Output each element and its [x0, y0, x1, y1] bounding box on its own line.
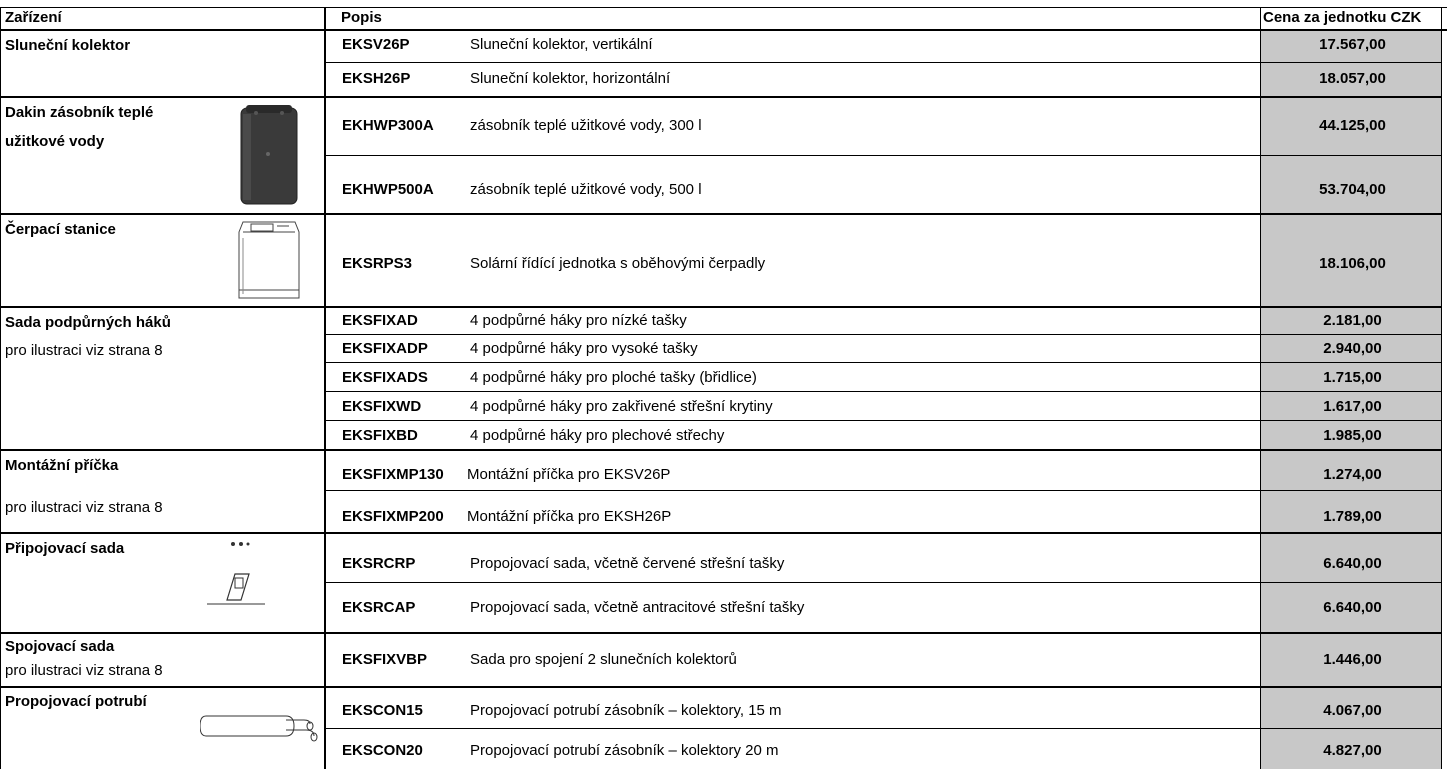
header-description: Popis — [341, 9, 382, 26]
category-tank-line1: Dakin zásobník teplé — [5, 104, 154, 121]
product-code: EKSFIXWD — [342, 398, 422, 415]
product-description: Propojovací potrubí zásobník – kolektory 20 m — [470, 742, 779, 759]
category-pump-station: Čerpací stanice — [5, 221, 116, 238]
product-code: EKSRCAP — [342, 599, 416, 616]
product-code: EKSFIXAD — [342, 312, 418, 329]
category-joint-kit-note: pro ilustraci viz strana 8 — [5, 662, 163, 679]
product-code: EKHWP300A — [342, 117, 434, 134]
category-tank-line2: užitkové vody — [5, 133, 105, 150]
row-divider — [326, 62, 1442, 63]
product-description: Propojovací sada, včetně červené střešní tašky — [470, 555, 785, 572]
row-divider — [326, 728, 1442, 729]
category-mounting-bar: Montážní příčka — [5, 457, 119, 474]
row-divider — [326, 362, 1442, 363]
product-description: zásobník teplé užitkové vody, 500 l — [470, 181, 702, 198]
row-divider — [326, 420, 1442, 421]
section-divider — [0, 306, 1442, 308]
row-divider — [326, 334, 1442, 335]
column-divider-1 — [324, 7, 326, 769]
left-border — [0, 7, 1, 769]
header-device: Zařízení — [5, 9, 62, 26]
row-divider — [326, 490, 1442, 491]
product-price: 6.640,00 — [1323, 555, 1382, 572]
section-divider — [0, 632, 1442, 634]
product-code: EKSH26P — [342, 70, 411, 87]
pipe-icon — [200, 710, 320, 751]
header-price: Cena za jednotku CZK — [1263, 9, 1422, 26]
product-price: 1.446,00 — [1323, 651, 1382, 668]
tank-icon — [238, 104, 300, 211]
product-code: EKHWP500A — [342, 181, 434, 198]
product-code: EKSFIXMP200 — [342, 508, 444, 525]
product-description: Propojovací sada, včetně antracitové střešní tašky — [470, 599, 805, 616]
product-price: 4.827,00 — [1323, 742, 1382, 759]
product-description: Solární řídící jednotka s oběhovými čerpadly — [470, 255, 766, 272]
product-description: 4 podpůrné háky pro ploché tašky (břidlice) — [470, 369, 757, 386]
product-code: EKSCON15 — [342, 702, 423, 719]
product-code: EKSV26P — [342, 36, 410, 53]
product-price: 1.985,00 — [1323, 427, 1382, 444]
product-price: 17.567,00 — [1319, 36, 1386, 53]
product-price: 53.704,00 — [1319, 181, 1386, 198]
product-code: EKSFIXMP130 — [342, 466, 444, 483]
product-description: 4 podpůrné háky pro nízké tašky — [470, 312, 687, 329]
category-connection-kit: Připojovací sada — [5, 540, 125, 557]
product-code: EKSCON20 — [342, 742, 423, 759]
row-divider — [326, 582, 1442, 583]
product-price: 2.940,00 — [1323, 340, 1382, 357]
row-divider — [326, 155, 1442, 156]
product-description: Sada pro spojení 2 slunečních kolektorů — [470, 651, 737, 668]
product-code: EKSRPS3 — [342, 255, 413, 272]
top-border — [0, 7, 1447, 8]
header-bottom-border — [0, 29, 1447, 31]
category-solar-collector: Sluneční kolektor — [5, 37, 131, 54]
product-code: EKSRCRP — [342, 555, 416, 572]
column-divider-2 — [1260, 7, 1261, 769]
product-code: EKSFIXVBP — [342, 651, 428, 668]
product-price: 6.640,00 — [1323, 599, 1382, 616]
category-pipe: Propojovací potrubí — [5, 693, 147, 710]
product-code: EKSFIXBD — [342, 427, 418, 444]
product-description: 4 podpůrné háky pro plechové střechy — [470, 427, 725, 444]
product-description: Sluneční kolektor, vertikální — [470, 36, 653, 53]
product-price: 4.067,00 — [1323, 702, 1382, 719]
section-divider — [0, 686, 1442, 688]
category-support-hooks-note: pro ilustraci viz strana 8 — [5, 342, 163, 359]
product-price: 1.715,00 — [1323, 369, 1382, 386]
product-description: 4 podpůrné háky pro vysoké tašky — [470, 340, 698, 357]
product-price: 44.125,00 — [1319, 117, 1386, 134]
product-price: 1.617,00 — [1323, 398, 1382, 415]
connection-kit-icon — [205, 538, 271, 611]
product-price: 2.181,00 — [1323, 312, 1382, 329]
product-description: Propojovací potrubí zásobník – kolektory, 15 m — [470, 702, 782, 719]
product-description: 4 podpůrné háky pro zakřivené střešní krytiny — [470, 398, 773, 415]
row-divider — [326, 391, 1442, 392]
product-price: 1.789,00 — [1323, 508, 1382, 525]
section-divider — [0, 96, 1442, 98]
section-divider — [0, 449, 1442, 451]
product-description: zásobník teplé užitkové vody, 300 l — [470, 117, 702, 134]
category-joint-kit: Spojovací sada — [5, 638, 115, 655]
product-price: 1.274,00 — [1323, 466, 1382, 483]
section-divider — [0, 532, 1442, 534]
product-code: EKSFIXADS — [342, 369, 428, 386]
category-support-hooks: Sada podpůrných háků — [5, 314, 171, 331]
product-price: 18.057,00 — [1319, 70, 1386, 87]
product-description: Montážní příčka pro EKSV26P — [467, 466, 671, 483]
category-mounting-bar-note: pro ilustraci viz strana 8 — [5, 499, 163, 516]
product-code: EKSFIXADP — [342, 340, 428, 357]
pump-station-icon — [233, 218, 305, 307]
section-divider — [0, 213, 1442, 215]
product-price: 18.106,00 — [1319, 255, 1386, 272]
product-description: Montážní příčka pro EKSH26P — [467, 508, 672, 525]
product-description: Sluneční kolektor, horizontální — [470, 70, 671, 87]
